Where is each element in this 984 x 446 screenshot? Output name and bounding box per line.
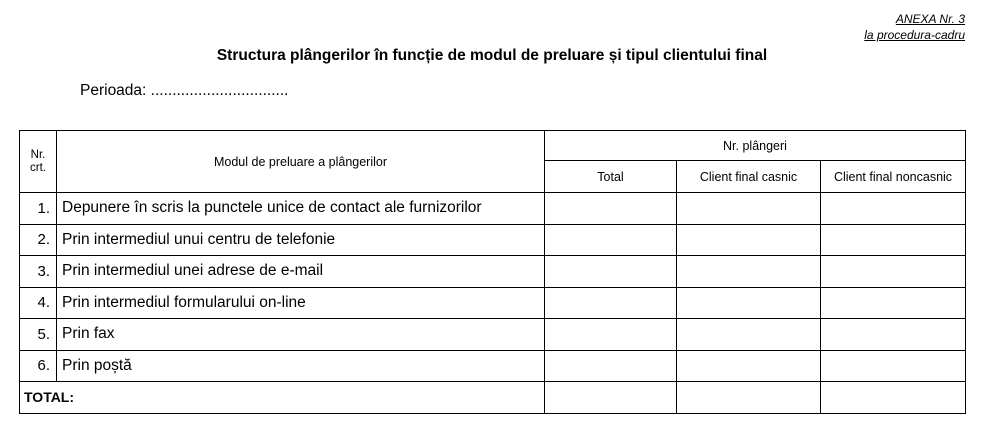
annex-procedure: la procedura-cadru — [864, 28, 965, 42]
mode-header: Modul de preluare a plângerilor — [57, 131, 545, 193]
document-title: Structura plângerilor în funcție de modul de preluare și tipul clientului final — [216, 47, 768, 64]
total-label: TOTAL: — [20, 382, 545, 414]
nr-crt-header-line2: crt. — [30, 161, 46, 174]
household-client-header: Client final casnic — [677, 161, 821, 193]
row-number: 2. — [20, 224, 57, 256]
total-cell[interactable] — [545, 319, 677, 351]
household-cell[interactable] — [677, 193, 821, 225]
table-row — [20, 287, 966, 319]
row-number: 6. — [20, 350, 57, 382]
table-header-row — [20, 131, 966, 161]
household-cell[interactable] — [677, 256, 821, 288]
non-household-cell[interactable] — [821, 287, 966, 319]
total-cell[interactable] — [545, 193, 677, 225]
row-label: Prin intermediul unui centru de telefonie — [57, 224, 545, 256]
table-row — [20, 193, 966, 225]
total-cell[interactable] — [545, 256, 677, 288]
non-household-cell[interactable] — [821, 193, 966, 225]
non-household-total-cell[interactable] — [821, 382, 966, 414]
row-label: Depunere în scris la punctele unice de contact ale furnizorilor — [57, 193, 545, 225]
nr-crt-header — [20, 131, 57, 193]
row-label: Prin intermediul unei adrese de e-mail — [57, 256, 545, 288]
table-row — [20, 256, 966, 288]
household-cell[interactable] — [677, 224, 821, 256]
household-cell[interactable] — [677, 287, 821, 319]
total-cell[interactable] — [545, 350, 677, 382]
total-cell[interactable] — [545, 287, 677, 319]
grand-total-cell[interactable] — [545, 382, 677, 414]
annex-number: ANEXA Nr. 3 — [895, 12, 965, 26]
non-household-cell[interactable] — [821, 256, 966, 288]
row-number: 3. — [20, 256, 57, 288]
row-label: Prin poștă — [57, 350, 545, 382]
complaints-table — [19, 130, 966, 414]
non-household-client-header: Client final noncasnic — [821, 161, 966, 193]
table-row — [20, 319, 966, 351]
household-total-cell[interactable] — [677, 382, 821, 414]
row-label: Prin intermediul formularului on-line — [57, 287, 545, 319]
household-cell[interactable] — [677, 319, 821, 351]
total-row — [20, 382, 966, 414]
table-row — [20, 350, 966, 382]
total-header: Total — [545, 161, 677, 193]
total-cell[interactable] — [545, 224, 677, 256]
table-row — [20, 224, 966, 256]
row-number: 1. — [20, 193, 57, 225]
period-field: Perioada: ................................ — [80, 82, 289, 99]
complaints-count-header: Nr. plângeri — [545, 131, 966, 161]
row-label: Prin fax — [57, 319, 545, 351]
non-household-cell[interactable] — [821, 319, 966, 351]
annex-reference — [864, 11, 965, 43]
household-cell[interactable] — [677, 350, 821, 382]
row-number: 5. — [20, 319, 57, 351]
row-number: 4. — [20, 287, 57, 319]
nr-crt-header-line1: Nr. — [30, 148, 46, 161]
non-household-cell[interactable] — [821, 224, 966, 256]
non-household-cell[interactable] — [821, 350, 966, 382]
